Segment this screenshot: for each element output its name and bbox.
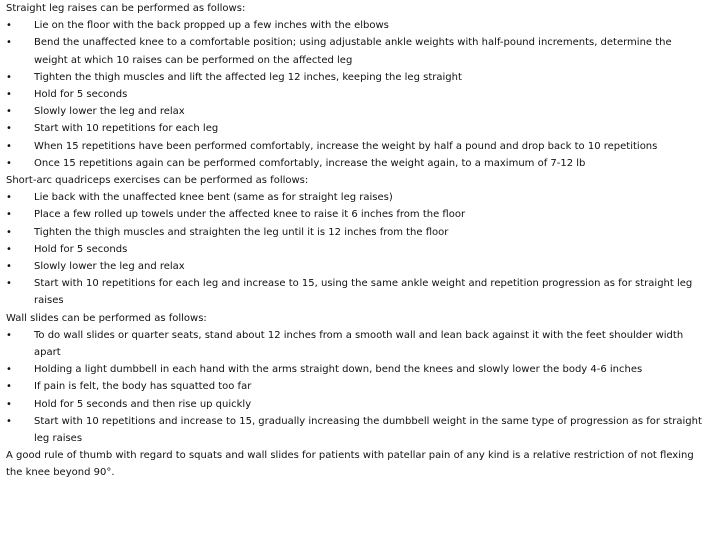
document-body <box>6 0 706 482</box>
list-item <box>6 189 706 206</box>
list-item-text: Lie on the floor with the back propped up a few inches with the elbows <box>34 20 389 32</box>
list-item-text: To do wall slides or quarter seats, stand about 12 inches from a smooth wall and lean back against it with the feet shoulder width apart <box>34 329 684 359</box>
list-item-text: Once 15 repetitions again can be performed comfortably, increase the weight again, to a maximum of 7-12 lb <box>34 157 586 169</box>
list-item <box>6 103 706 120</box>
list-item <box>6 120 706 137</box>
list-item <box>6 17 706 34</box>
list-item <box>6 155 706 172</box>
bullet-icon: • <box>6 329 12 341</box>
bullet-icon: • <box>6 37 12 49</box>
list-item <box>6 378 706 395</box>
bullet-icon: • <box>6 157 12 169</box>
bullet-icon: • <box>6 106 12 118</box>
closing-paragraph: A good rule of thumb with regard to squats and wall slides for patients with patellar pain of any kind is a relative restriction of not flexing the knee beyond 90°. <box>6 450 694 479</box>
list-item <box>6 138 706 155</box>
bullet-icon: • <box>6 20 12 32</box>
bullet-icon: • <box>6 398 12 410</box>
list-item-text: Lie back with the unaffected knee bent (same as for straight leg raises) <box>34 192 393 204</box>
list-item <box>6 327 706 361</box>
list-item <box>6 361 706 378</box>
bullet-icon: • <box>6 71 12 83</box>
bullet-icon: • <box>6 89 12 101</box>
bullet-icon: • <box>6 278 12 290</box>
list-item-text: Holding a light dumbbell in each hand with the arms straight down, bend the knees and slowly lower the body 4-6 inches <box>34 364 643 376</box>
list-item <box>6 413 706 447</box>
section-short-arc-quadriceps <box>6 172 706 310</box>
list-item <box>6 206 706 223</box>
bullet-icon: • <box>6 226 12 238</box>
list-item-text: Bend the unaffected knee to a comfortable position; using adjustable ankle weights with half-pound increments, determine the weight at which 10 raises can be performed on the affected leg <box>34 37 672 66</box>
section-wall-slides <box>6 310 706 448</box>
bullet-icon: • <box>6 364 12 376</box>
list-item-text: Tighten the thigh muscles and lift the affected leg 12 inches, keeping the leg straight <box>34 71 462 83</box>
list-item-text: If pain is felt, the body has squatted too far <box>34 381 252 393</box>
list-item <box>6 396 706 413</box>
list-item <box>6 69 706 86</box>
list-item-text: Hold for 5 seconds <box>34 243 128 255</box>
bullet-icon: • <box>6 415 12 427</box>
section-heading: Short-arc quadriceps exercises can be performed as follows: <box>6 175 309 187</box>
list-item <box>6 241 706 258</box>
list-item <box>6 224 706 241</box>
list-item-text: Slowly lower the leg and relax <box>34 261 185 273</box>
list-item-text: Place a few rolled up towels under the affected knee to raise it 6 inches from the floor <box>34 209 466 221</box>
section-heading: Wall slides can be performed as follows: <box>6 312 207 324</box>
list-item-text: Hold for 5 seconds and then rise up quickly <box>34 398 252 410</box>
list-item-text: Hold for 5 seconds <box>34 89 128 101</box>
list-item <box>6 258 706 275</box>
list-item-text: Start with 10 repetitions for each leg <box>34 123 219 135</box>
bullet-icon: • <box>6 209 12 221</box>
section-straight-leg-raises <box>6 0 706 172</box>
list-item <box>6 34 706 68</box>
list-item-text: When 15 repetitions have been performed comfortably, increase the weight by half a pound and drop back to 10 repetitions <box>34 140 658 152</box>
list-item-text: Start with 10 repetitions for each leg and increase to 15, using the same ankle weight and repetition progression as for straight leg raises <box>34 278 693 307</box>
bullet-icon: • <box>6 140 12 152</box>
bullet-icon: • <box>6 192 12 204</box>
list-item <box>6 86 706 103</box>
list-item-text: Start with 10 repetitions and increase to 15, gradually increasing the dumbbell weight in the same type of progression as for straight leg raises <box>34 415 702 445</box>
bullet-icon: • <box>6 123 12 135</box>
list-item <box>6 275 706 309</box>
bullet-icon: • <box>6 243 12 255</box>
bullet-icon: • <box>6 261 12 273</box>
bullet-icon: • <box>6 381 12 393</box>
list-item-text: Tighten the thigh muscles and straighten the leg until it is 12 inches from the floor <box>34 226 449 238</box>
section-heading: Straight leg raises can be performed as follows: <box>6 3 246 14</box>
list-item-text: Slowly lower the leg and relax <box>34 106 185 118</box>
